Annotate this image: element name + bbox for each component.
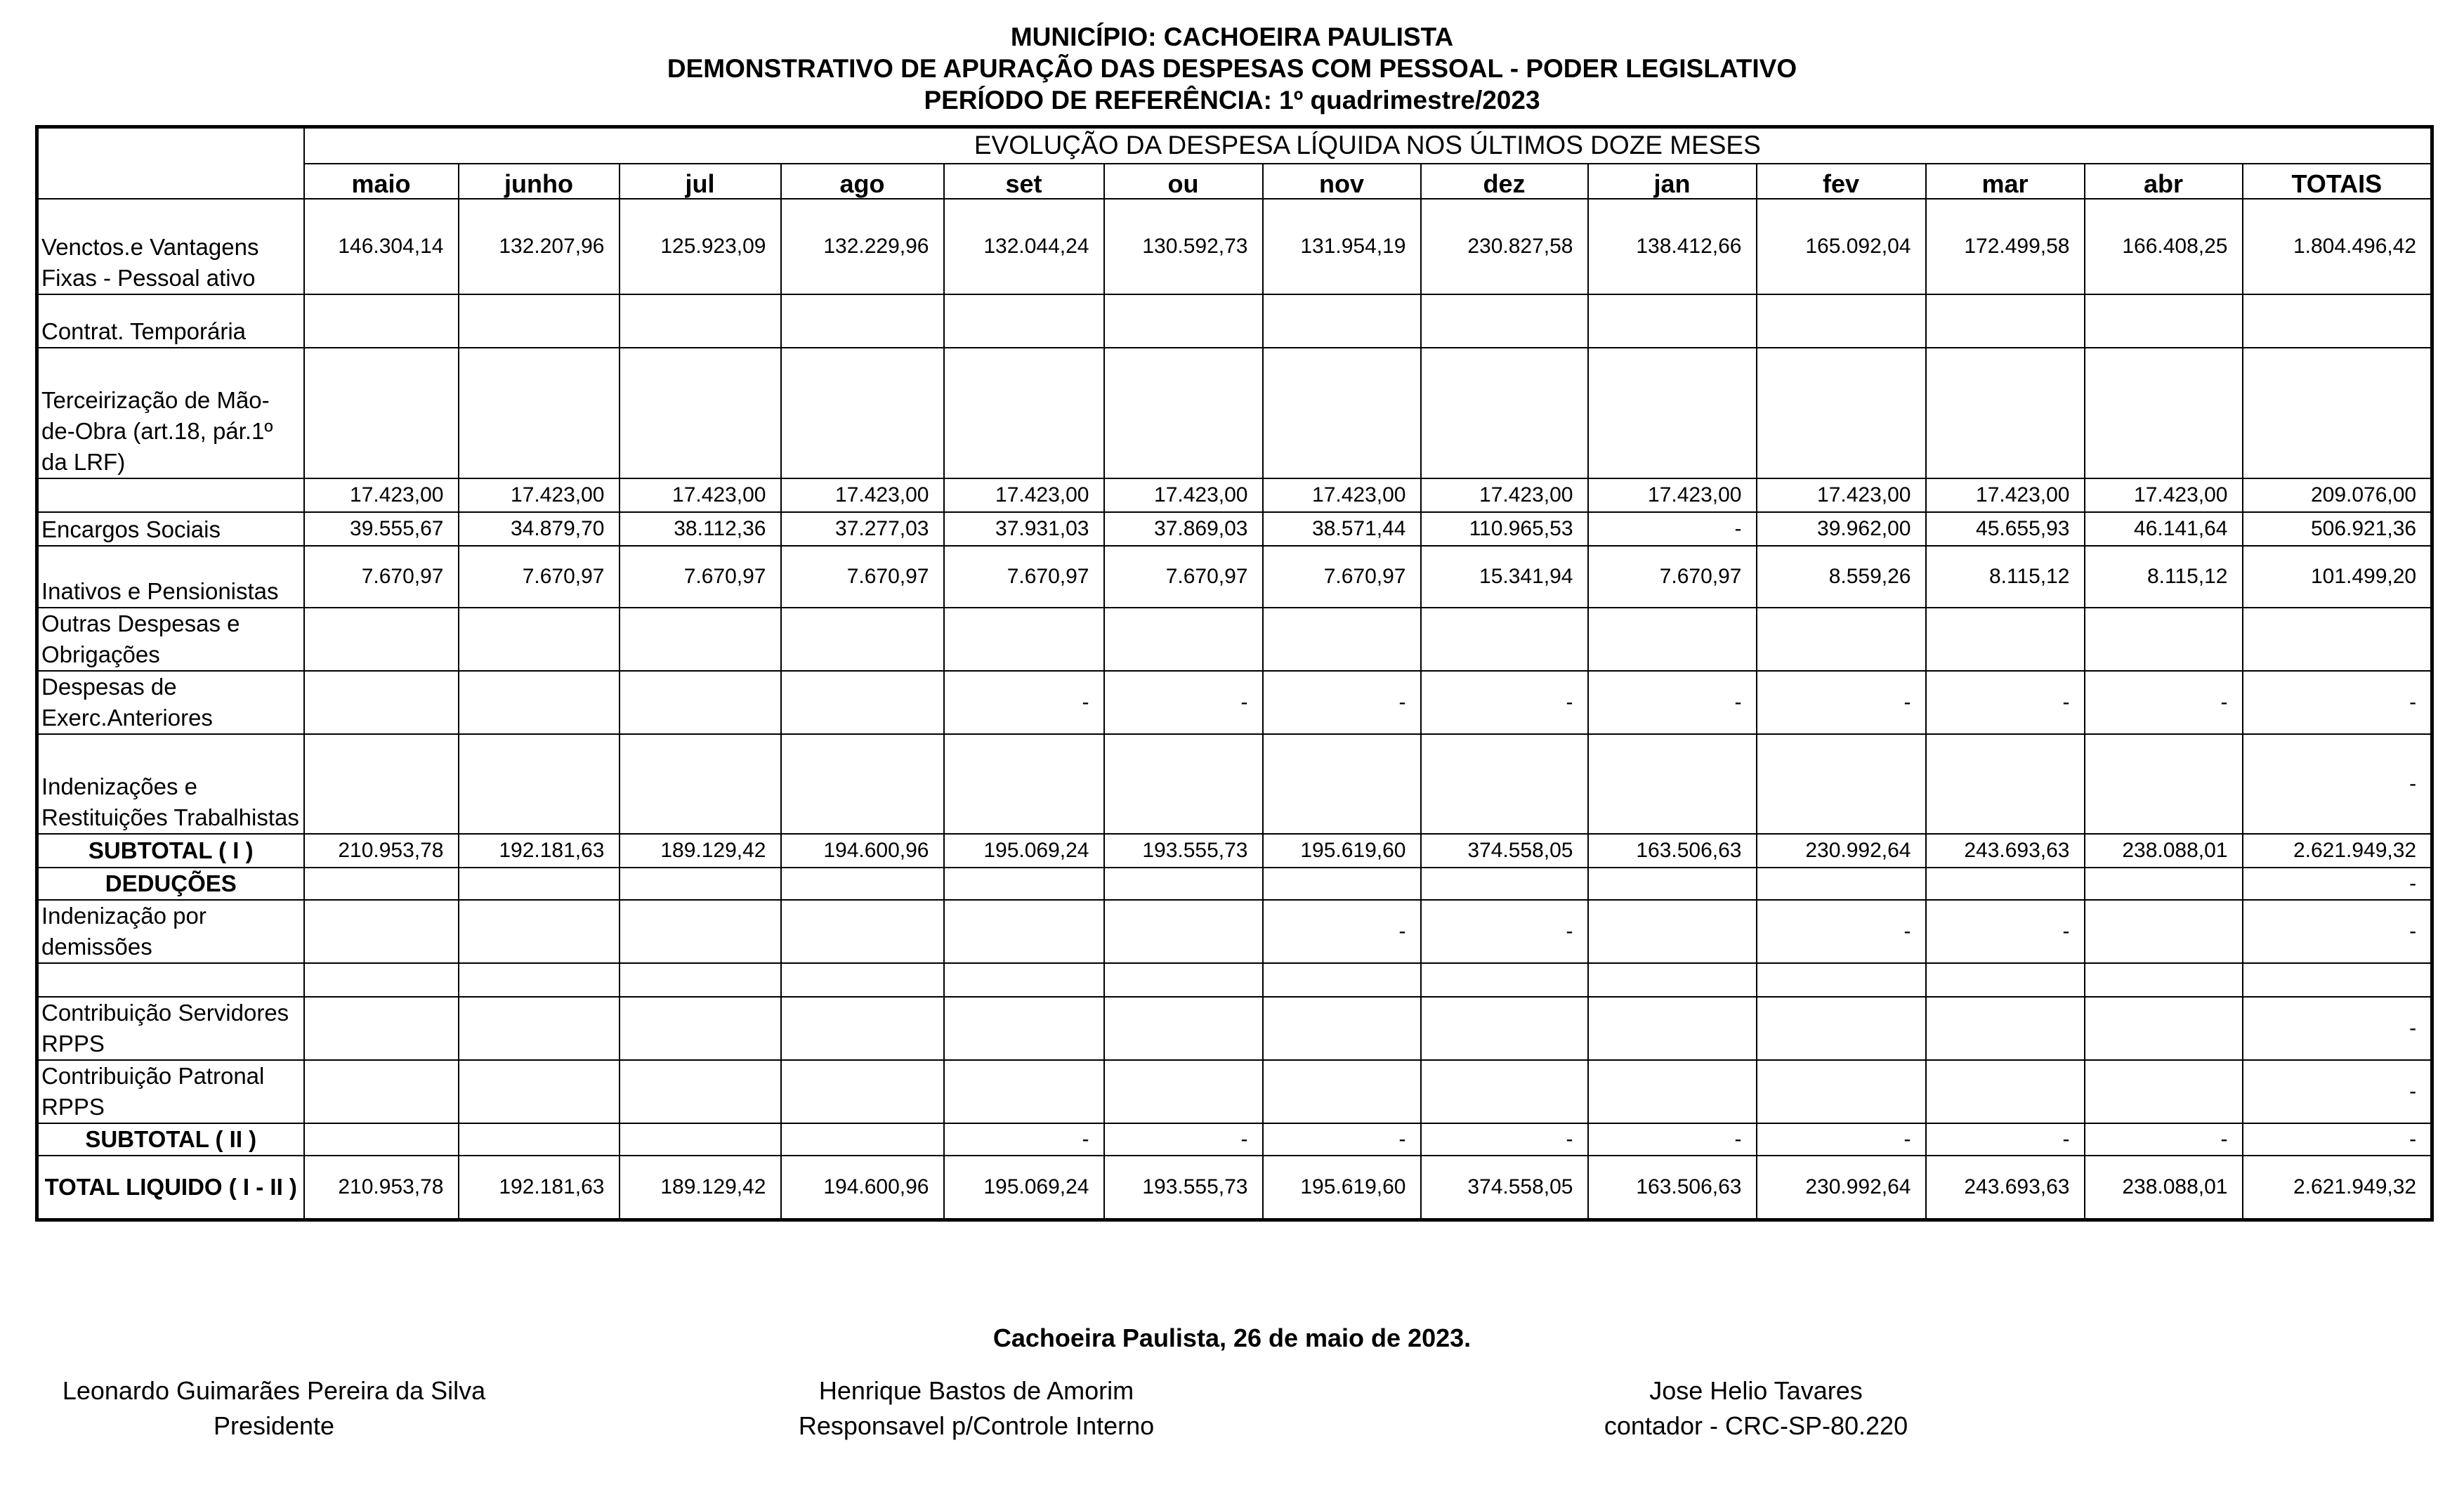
value-cell [1263,997,1421,1060]
value-cell [1104,294,1263,348]
column-header: ou [1104,164,1263,199]
value-cell [1926,868,2085,900]
value-cell: 8.115,12 [1926,546,2085,608]
value-cell: - [1926,671,2085,734]
value-cell: - [2243,900,2432,963]
value-cell [1757,868,1926,900]
value-cell [1926,608,2085,671]
row-label: Indenização por demissões [37,900,304,963]
value-cell [1588,963,1757,997]
row-label: Contribuição Servidores RPPS [37,997,304,1060]
value-cell [1421,348,1588,478]
value-cell: - [2085,1123,2243,1156]
value-cell [2243,294,2432,348]
value-cell: 15.341,94 [1421,546,1588,608]
value-cell [944,963,1104,997]
table-row [37,608,2432,671]
value-cell [2243,348,2432,478]
signer-name: Henrique Bastos de Amorim [818,1376,1134,1405]
value-cell: 17.423,00 [944,478,1104,512]
signer-role: Responsavel p/Controle Interno [798,1411,1155,1440]
signer-name: Leonardo Guimarães Pereira da Silva [62,1376,486,1405]
value-cell [1588,294,1757,348]
value-cell [1757,294,1926,348]
value-cell [2085,868,2243,900]
value-cell [781,348,944,478]
value-cell: 37.931,03 [944,512,1104,546]
value-cell [459,1060,620,1123]
value-cell: - [1588,1123,1757,1156]
row-label: Despesas de Exerc.Anteriores [37,671,304,734]
value-cell [1263,734,1421,834]
value-cell: 2.621.949,32 [2243,834,2432,868]
table-row [37,997,2432,1060]
value-cell: - [1421,900,1588,963]
value-cell: 39.555,67 [304,512,459,546]
value-cell [1588,348,1757,478]
table-row [37,348,2432,478]
value-cell: 230.827,58 [1421,199,1588,294]
value-cell: 132.207,96 [459,199,620,294]
value-cell: - [1757,900,1926,963]
value-cell [1104,608,1263,671]
table-row [37,834,2432,868]
value-cell: 166.408,25 [2085,199,2243,294]
value-cell: 17.423,00 [1104,478,1263,512]
value-cell [459,608,620,671]
table-row [37,199,2432,294]
value-cell [620,963,781,997]
value-cell [1421,608,1588,671]
value-cell: 37.869,03 [1104,512,1263,546]
month-header-row [37,164,2432,199]
value-cell [1926,997,2085,1060]
value-cell: - [1104,1123,1263,1156]
value-cell [620,1123,781,1156]
value-cell: 138.412,66 [1588,199,1757,294]
value-cell: - [1263,1123,1421,1156]
value-cell: 17.423,00 [620,478,781,512]
value-cell: - [1757,671,1926,734]
value-cell: 193.555,73 [1104,834,1263,868]
row-label: Contribuição Patronal RPPS [37,1060,304,1123]
column-header: mar [1926,164,2085,199]
value-cell [1263,1060,1421,1123]
value-cell: 195.069,24 [944,1156,1104,1220]
value-cell [1588,868,1757,900]
value-cell: 17.423,00 [1588,478,1757,512]
value-cell [1104,348,1263,478]
table-row [37,1123,2432,1156]
signature-block-accountant [1503,1373,2009,1444]
value-cell: 7.670,97 [304,546,459,608]
value-cell: 243.693,63 [1926,1156,2085,1220]
value-cell [1104,997,1263,1060]
label-header-cell [37,127,304,199]
value-cell [620,608,781,671]
value-cell: 8.559,26 [1757,546,1926,608]
column-header: fev [1757,164,1926,199]
value-cell [620,1060,781,1123]
table-row [37,512,2432,546]
value-cell [944,997,1104,1060]
row-label: Indenizações e Restituições Trabalhistas [37,734,304,834]
value-cell [1588,734,1757,834]
value-cell [781,294,944,348]
value-cell: 193.555,73 [1104,1156,1263,1220]
value-cell: - [2243,671,2432,734]
value-cell [1757,1060,1926,1123]
value-cell [1104,868,1263,900]
evolution-title: EVOLUÇÃO DA DESPESA LÍQUIDA NOS ÚLTIMOS DOZE MESES [304,127,2432,164]
value-cell: - [2243,868,2432,900]
value-cell: - [1263,671,1421,734]
value-cell [781,608,944,671]
value-cell [944,900,1104,963]
value-cell [1588,997,1757,1060]
value-cell: 192.181,63 [459,834,620,868]
value-cell: 210.953,78 [304,1156,459,1220]
table-row [37,900,2432,963]
value-cell [1421,294,1588,348]
signature-date: Cachoeira Paulista, 26 de maio de 2023. [992,1323,1472,1352]
value-cell: 195.069,24 [944,834,1104,868]
document-header [0,21,2464,116]
row-label [37,963,304,997]
signer-role: contador - CRC-SP-80.220 [1604,1411,1908,1440]
value-cell: 374.558,05 [1421,1156,1588,1220]
table-row [37,294,2432,348]
row-label: Inativos e Pensionistas [37,546,304,608]
value-cell: - [1926,900,2085,963]
value-cell: 38.112,36 [620,512,781,546]
value-cell [1757,348,1926,478]
value-cell: 238.088,01 [2085,834,2243,868]
value-cell: 38.571,44 [1263,512,1421,546]
value-cell [1588,1060,1757,1123]
column-header: nov [1263,164,1421,199]
value-cell [304,900,459,963]
value-cell: - [2243,1060,2432,1123]
value-cell: - [1421,1123,1588,1156]
value-cell [304,734,459,834]
value-cell [620,294,781,348]
table-row [37,1156,2432,1220]
value-cell: 210.953,78 [304,834,459,868]
value-cell: 194.600,96 [781,1156,944,1220]
value-cell [2085,734,2243,834]
value-cell: 7.670,97 [781,546,944,608]
column-header: jul [620,164,781,199]
value-cell: 131.954,19 [1263,199,1421,294]
value-cell [620,900,781,963]
row-label [37,478,304,512]
table-row [37,478,2432,512]
value-cell [1104,963,1263,997]
value-cell: 194.600,96 [781,834,944,868]
value-cell: 46.141,64 [2085,512,2243,546]
value-cell: 7.670,97 [459,546,620,608]
value-cell [944,734,1104,834]
signer-name: Jose Helio Tavares [1649,1376,1863,1405]
value-cell: 17.423,00 [1926,478,2085,512]
value-cell [1263,608,1421,671]
value-cell [1757,963,1926,997]
column-header: jan [1588,164,1757,199]
column-header: abr [2085,164,2243,199]
row-label: SUBTOTAL ( I ) [37,834,304,868]
value-cell [1263,294,1421,348]
value-cell [304,1123,459,1156]
value-cell [304,868,459,900]
signature-block-internal-control [723,1373,1229,1444]
value-cell [1757,608,1926,671]
value-cell [2085,294,2243,348]
value-cell [620,671,781,734]
value-cell [944,608,1104,671]
value-cell: - [1926,1123,2085,1156]
column-header: ago [781,164,944,199]
row-label: Venctos.e Vantagens Fixas - Pessoal ativo [37,199,304,294]
value-cell: 195.619,60 [1263,834,1421,868]
row-label: TOTAL LIQUIDO ( I - II ) [37,1156,304,1220]
value-cell: - [2243,1123,2432,1156]
table-row [37,546,2432,608]
value-cell [459,900,620,963]
value-cell [304,608,459,671]
value-cell [459,734,620,834]
value-cell [1263,868,1421,900]
value-cell [2085,1060,2243,1123]
value-cell: - [944,1123,1104,1156]
value-cell [944,1060,1104,1123]
value-cell: 17.423,00 [1757,478,1926,512]
value-cell: 101.499,20 [2243,546,2432,608]
table-row [37,671,2432,734]
value-cell: 17.423,00 [459,478,620,512]
value-cell: 146.304,14 [304,199,459,294]
value-cell: 1.804.496,42 [2243,199,2432,294]
value-cell: 125.923,09 [620,199,781,294]
value-cell: - [1263,900,1421,963]
column-header: TOTAIS [2243,164,2432,199]
value-cell: 132.229,96 [781,199,944,294]
reference-period: PERÍODO DE REFERÊNCIA: 1º quadrimestre/2023 [924,86,1540,115]
value-cell [304,671,459,734]
table-row [37,1060,2432,1123]
value-cell [1421,734,1588,834]
value-cell: - [1104,671,1263,734]
value-cell [781,1123,944,1156]
column-header: maio [304,164,459,199]
value-cell: - [1588,512,1757,546]
value-cell [781,900,944,963]
table-row [37,734,2432,834]
signature-block-president [21,1373,527,1444]
value-cell [2085,348,2243,478]
value-cell [304,348,459,478]
value-cell [620,348,781,478]
value-cell [1421,868,1588,900]
value-cell: 374.558,05 [1421,834,1588,868]
value-cell: 17.423,00 [304,478,459,512]
value-cell [1421,1060,1588,1123]
value-cell: 189.129,42 [620,1156,781,1220]
value-cell [944,294,1104,348]
table-row [37,868,2432,900]
value-cell: 130.592,73 [1104,199,1263,294]
value-cell: - [2085,671,2243,734]
value-cell [944,868,1104,900]
value-cell [2085,963,2243,997]
value-cell [1104,734,1263,834]
column-header: junho [459,164,620,199]
value-cell [1104,1060,1263,1123]
value-cell [1926,348,2085,478]
value-cell [2085,900,2243,963]
row-label: Terceirização de Mão-de-Obra (art.18, pár.1º da LRF) [37,348,304,478]
value-cell [620,997,781,1060]
value-cell [459,348,620,478]
value-cell: 195.619,60 [1263,1156,1421,1220]
value-cell: - [2243,734,2432,834]
value-cell [781,1060,944,1123]
value-cell: 7.670,97 [1588,546,1757,608]
value-cell [2085,608,2243,671]
value-cell [1588,900,1757,963]
value-cell: 37.277,03 [781,512,944,546]
value-cell: 163.506,63 [1588,834,1757,868]
value-cell [459,1123,620,1156]
value-cell [620,734,781,834]
value-cell [1421,997,1588,1060]
value-cell: 7.670,97 [1104,546,1263,608]
municipality-title: MUNICÍPIO: CACHOEIRA PAULISTA [1010,22,1454,51]
value-cell [1588,608,1757,671]
row-label: Outras Despesas e Obrigações [37,608,304,671]
row-label: DEDUÇÕES [37,868,304,900]
signer-role: Presidente [213,1411,335,1440]
value-cell: 110.965,53 [1421,512,1588,546]
value-cell: 17.423,00 [2085,478,2243,512]
value-cell [1926,1060,2085,1123]
value-cell [304,294,459,348]
value-cell: 7.670,97 [620,546,781,608]
value-cell [304,963,459,997]
value-cell [304,1060,459,1123]
value-cell [781,997,944,1060]
value-cell [781,868,944,900]
value-cell [620,868,781,900]
evolution-header-row [37,127,2432,164]
value-cell: 243.693,63 [1926,834,2085,868]
row-label: SUBTOTAL ( II ) [37,1123,304,1156]
value-cell: 209.076,00 [2243,478,2432,512]
value-cell: 165.092,04 [1757,199,1926,294]
value-cell: 230.992,64 [1757,834,1926,868]
value-cell: 2.621.949,32 [2243,1156,2432,1220]
value-cell [1757,997,1926,1060]
value-cell [1263,348,1421,478]
value-cell [944,348,1104,478]
table-row [37,963,2432,997]
value-cell [781,963,944,997]
value-cell [1926,963,2085,997]
value-cell [459,963,620,997]
value-cell [2085,997,2243,1060]
value-cell [1104,900,1263,963]
value-cell: - [1588,671,1757,734]
value-cell [459,671,620,734]
row-label: Encargos Sociais [37,512,304,546]
report-title: DEMONSTRATIVO DE APURAÇÃO DAS DESPESAS COM PESSOAL - PODER LEGISLATIVO [667,54,1797,83]
value-cell: 172.499,58 [1926,199,2085,294]
value-cell [1926,294,2085,348]
value-cell: 17.423,00 [1421,478,1588,512]
value-cell: 238.088,01 [2085,1156,2243,1220]
value-cell: 163.506,63 [1588,1156,1757,1220]
value-cell: - [1421,671,1588,734]
value-cell [1263,963,1421,997]
value-cell [781,734,944,834]
expense-table [35,125,2434,1222]
value-cell: 34.879,70 [459,512,620,546]
value-cell: 39.962,00 [1757,512,1926,546]
value-cell [781,671,944,734]
value-cell [2243,963,2432,997]
value-cell: 132.044,24 [944,199,1104,294]
value-cell: 506.921,36 [2243,512,2432,546]
value-cell [1757,734,1926,834]
value-cell: 17.423,00 [1263,478,1421,512]
value-cell: 17.423,00 [781,478,944,512]
value-cell: - [1757,1123,1926,1156]
value-cell [2243,608,2432,671]
value-cell [459,868,620,900]
value-cell: - [2243,997,2432,1060]
value-cell: 8.115,12 [2085,546,2243,608]
row-label: Contrat. Temporária [37,294,304,348]
value-cell [459,997,620,1060]
value-cell: 45.655,93 [1926,512,2085,546]
value-cell: 230.992,64 [1757,1156,1926,1220]
value-cell: 7.670,97 [1263,546,1421,608]
column-header: set [944,164,1104,199]
value-cell: 7.670,97 [944,546,1104,608]
value-cell [1926,734,2085,834]
value-cell [459,294,620,348]
value-cell: - [944,671,1104,734]
column-header: dez [1421,164,1588,199]
value-cell: 189.129,42 [620,834,781,868]
value-cell: 192.181,63 [459,1156,620,1220]
value-cell [304,997,459,1060]
value-cell [1421,963,1588,997]
